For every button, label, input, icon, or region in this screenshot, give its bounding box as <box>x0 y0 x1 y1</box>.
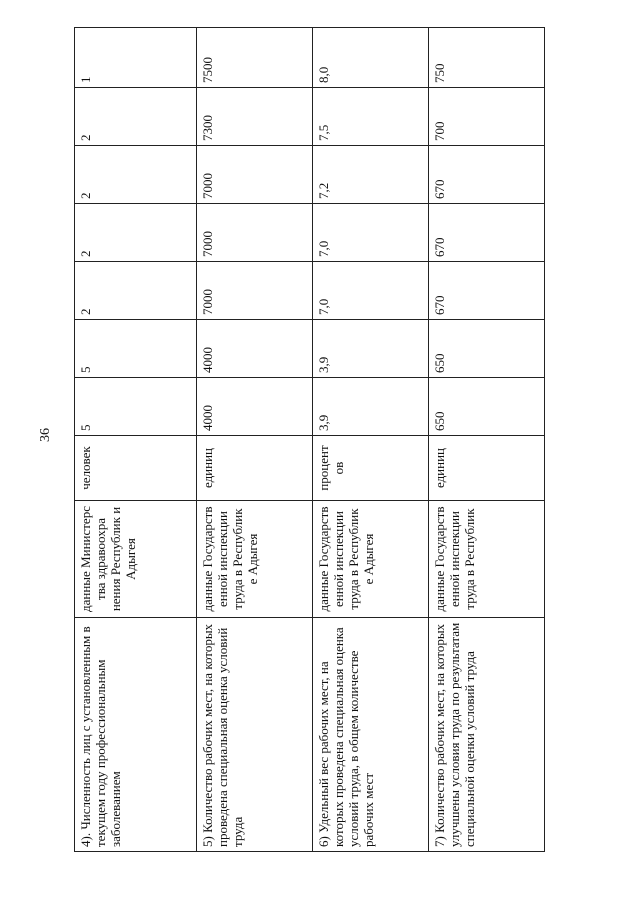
table-row <box>197 28 313 852</box>
table-row <box>313 28 429 852</box>
value-cell: 650 <box>429 378 545 436</box>
source-cell: данные Государств енной инспекции труда в Республик е Адыгея <box>313 501 429 618</box>
unit-cell: человек <box>75 436 197 501</box>
value-cell: 1 <box>75 28 197 88</box>
value-cell: 670 <box>429 146 545 204</box>
value-cell: 5 <box>75 320 197 378</box>
unit-cell: процент ов <box>313 436 429 501</box>
value-cell: 7000 <box>197 146 313 204</box>
rotated-table-frame <box>74 28 544 852</box>
value-cell: 3,9 <box>313 320 429 378</box>
table-row <box>75 28 197 852</box>
value-cell: 670 <box>429 204 545 262</box>
value-cell: 750 <box>429 28 545 88</box>
value-cell: 2 <box>75 262 197 320</box>
page-number: 36 <box>38 428 53 442</box>
indicator-cell: 4). Численность лиц с установленным в текущем году профессиональным заболеванием <box>75 618 197 852</box>
unit-cell: единиц <box>197 436 313 501</box>
value-cell: 7,0 <box>313 204 429 262</box>
value-cell: 7,5 <box>313 88 429 146</box>
value-cell: 3,9 <box>313 378 429 436</box>
value-cell: 7,2 <box>313 146 429 204</box>
indicators-table <box>74 27 545 852</box>
value-cell: 7000 <box>197 262 313 320</box>
indicator-cell: 7) Количество рабочих мест, на которых улучшены условия труда по результатам специальной оценки условий труда <box>429 618 545 852</box>
value-cell: 5 <box>75 378 197 436</box>
indicator-cell: 5) Количество рабочих мест, на которых проведена специальная оценка условий труда <box>197 618 313 852</box>
table-container <box>74 28 544 852</box>
value-cell: 8,0 <box>313 28 429 88</box>
value-cell: 2 <box>75 146 197 204</box>
value-cell: 7000 <box>197 204 313 262</box>
value-cell: 7300 <box>197 88 313 146</box>
source-cell: данные Государств енной инспекции труда в Республик е Адыгея <box>197 501 313 618</box>
value-cell: 2 <box>75 88 197 146</box>
table-row <box>429 28 545 852</box>
value-cell: 700 <box>429 88 545 146</box>
value-cell: 670 <box>429 262 545 320</box>
unit-cell: единиц <box>429 436 545 501</box>
value-cell: 7,0 <box>313 262 429 320</box>
value-cell: 650 <box>429 320 545 378</box>
value-cell: 7500 <box>197 28 313 88</box>
source-cell: данные Государств енной инспекции труда в Республик <box>429 501 545 618</box>
value-cell: 4000 <box>197 320 313 378</box>
value-cell: 4000 <box>197 378 313 436</box>
source-cell: данные Министерс тва здравоохра нения Республик и Адыгея <box>75 501 197 618</box>
value-cell: 2 <box>75 204 197 262</box>
indicator-cell: 6) Удельный вес рабочих мест, на которых проведена специальная оценка условий труда, в общем количестве рабочих мест <box>313 618 429 852</box>
